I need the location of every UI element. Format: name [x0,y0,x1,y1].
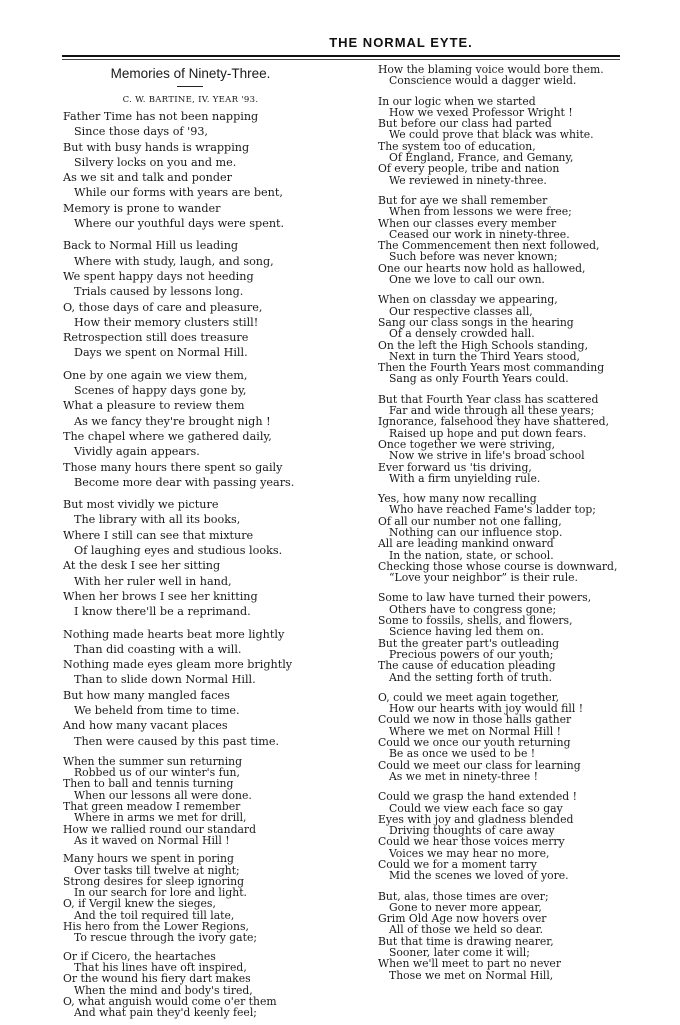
poem-line: Then to ball and tennis turning [63,777,234,791]
poem-line: Precious powers of our youth; [389,647,554,661]
poem-line: But the greater part's outleading [378,636,560,650]
poem-line: But with busy hands is wrapping [63,140,250,154]
poem-line: Could we now in those halls gather [378,713,572,727]
poem-line: How the blaming voice would bore them. [378,63,604,76]
poem-line: As we met in ninety-three ! [389,769,538,783]
poem-title: Memories of Ninety-Three. [110,66,271,81]
poem-line: Those many hours there spent so gaily [63,460,283,474]
poem-line: Since those days of '93, [74,125,208,139]
poem-line: Where I still can see that mixture [63,528,254,542]
poem-line: Vividly again appears. [74,445,200,459]
poem-line: Trials caused by lessons long. [74,285,244,299]
stanza [63,756,353,846]
poem-line: Conscience would a dagger wield. [389,74,577,88]
poem-line: O, could we meet again together, [378,690,560,704]
poem-line: Of all our number not one falling, [378,514,562,528]
poem-line: We beheld from time to time. [74,703,240,717]
poem-line: Or if Cicero, the heartaches [63,949,216,963]
poem-line: But most vividly we picture [63,498,219,512]
poem-line: Where with study, laugh, and song, [74,254,274,268]
page-header: THE NORMAL EYTE. [329,35,473,50]
poem-line: Many hours we spent in poring [63,852,234,866]
poem-line: That green meadow I remember [63,800,241,814]
poem-line: His hero from the Lower Regions, [63,920,249,934]
poem-line: Sang as only Fourth Years could. [389,372,569,386]
poem-line: Gone to never more appear, [389,900,542,914]
poem-line: In the nation, state, or school. [389,548,554,562]
poem-line: Where in arms we met for drill, [74,811,247,825]
poem-line: Back to Normal Hill us leading [63,239,239,253]
header-rule-thin [62,59,620,60]
stanza [378,394,668,484]
stanza [378,493,668,583]
poem-line: Than did coasting with a will. [74,642,242,656]
poem-line: When the mind and body's tired, [74,983,253,997]
stanza [378,791,668,881]
poem-line: Some to law have turned their powers, [378,591,592,605]
poem-line: What a pleasure to review them [63,399,245,413]
poem-line: Far and wide through all these years; [389,404,595,418]
poem-line: Grim Old Age now hovers over [378,912,547,926]
poem-line: With a firm unyielding rule. [389,471,541,485]
poem-line: And how many vacant places [63,719,228,733]
poem-line: On the left the High Schools standing, [378,338,588,352]
poem-line: Those we met on Normal Hill, [389,968,554,982]
poem-line: Or the wound his fiery dart makes [63,972,251,986]
poem-line: How our hearts with joy would fill ! [389,702,584,716]
poem-line: I know there'll be a reprimand. [74,605,251,619]
stanza [378,64,668,87]
poem-line: But, alas, those times are over; [378,889,549,903]
poem-line: Sooner, later come it will; [389,946,530,960]
stanza [378,96,668,186]
poem-line: When our classes every member [378,216,557,230]
poem-line: Our respective classes all, [389,304,533,318]
poem-line: Be as once we used to be ! [389,747,536,761]
stanza [63,497,353,619]
poem-line: When our lessons all were done. [74,788,252,802]
poem-line: Over tasks till twelve at night; [74,863,240,877]
poem-line: Nothing made hearts beat more lightly [63,627,285,641]
poem-line: Yes, how many now recalling [378,492,537,506]
poem-line: We could prove that black was white. [389,128,594,142]
poem-line: Could we hear those voices merry [378,835,565,849]
poem-line: That his lines have oft inspired, [74,960,247,974]
right-stanzas [378,64,668,981]
poem-line: Next in turn the Third Years stood, [389,349,580,363]
poem-line: One our hearts now hold as hallowed, [378,261,586,275]
poem-line: All of those we held so dear. [389,923,544,937]
poem-line: Who have reached Fame's ladder top; [389,503,596,517]
poem-line: Could we for a moment tarry [378,858,537,871]
poem-line: Sang our class songs in the hearing [378,315,574,329]
stanza [378,692,668,782]
poem-line: Now we strive in life's broad school [389,449,585,463]
poem-line: Than to slide down Normal Hill. [74,673,256,687]
poem-line: Checking those whose course is downward, [378,559,618,573]
poem-line: One by one again we view them, [63,368,248,382]
poem-line: Of England, France, and Gemany, [389,151,574,165]
poem-line: We reviewed in ninety-three. [389,173,547,187]
poem-line: With her ruler well in hand, [74,574,232,588]
poem-line: Father Time has not been napping [63,110,259,123]
poem-line: Retrospection still does treasure [63,331,249,345]
stanza [378,294,668,384]
poem-line: Of a densely crowded hall. [389,327,535,341]
poem-line: And the setting forth of truth. [389,670,553,684]
stanza [63,109,353,231]
poem-line: When the summer sun returning [63,754,243,768]
poem-line: But that time is drawing nearer, [378,934,554,948]
poem-line: But for aye we shall remember [378,193,548,207]
poem-line: Memory is prone to wander [63,201,221,215]
header-rule-thick [62,55,620,57]
stanza [63,238,353,360]
stanza [63,368,353,490]
poem-line: Robbed us of our winter's fun, [74,766,240,780]
poem-line: All are leading mankind onward [378,537,554,551]
poem-line: And the toil required till late, [74,908,235,922]
poem-line: “Love your neighbor” is their rule. [389,571,578,585]
poem-line: How their memory clusters still! [74,315,259,329]
poem-line: Voices we may hear no more, [389,846,550,860]
poem-line: O, what anguish would come o'er them [63,994,277,1008]
poem-line: Of laughing eyes and studious looks. [74,544,283,558]
poem-line: Once together we were striving, [378,437,556,451]
stanza [63,853,353,943]
poem-line: Ceased our work in ninety-three. [389,227,570,241]
poem-line: To rescue through the ivory gate; [74,931,257,945]
poem-line: Could we view each face so gay [389,801,563,815]
poem-line: But how many mangled faces [63,688,230,702]
poem-line: As it waved on Normal Hill ! [74,833,230,847]
stanza [378,891,668,981]
poem-line: But before our class had parted [378,117,552,131]
poem-line: Eyes with joy and gladness blended [378,812,574,826]
left-column [63,64,353,1025]
poem-line: When her brows I see her knitting [63,589,258,603]
poem-line: Could we once our youth returning [378,736,571,750]
poem-line: Such before was never known; [389,250,558,264]
poem-line: Could we grasp the hand extended ! [378,790,577,804]
poem-line: O, those days of care and pleasure, [63,300,263,314]
poem-line: When we'll meet to part no never [378,957,561,971]
poem-line: When on classday we appearing, [378,293,558,307]
poem-line: We spent happy days not heeding [63,269,254,283]
poem-line: In our search for lore and light. [74,886,247,900]
poem-line: Ever forward us 'tis driving, [378,460,532,474]
poem-line: Silvery locks on you and me. [74,155,237,169]
poem-line: Science having led them on. [389,625,544,639]
poem-line: Where we met on Normal Hill ! [389,724,561,738]
poem-line: Others have to congress gone; [389,602,557,616]
stanza [378,592,668,682]
poem-line: Where our youthful days were spent. [74,217,285,231]
poem-line: Raised up hope and put down fears. [389,426,587,440]
poem-line: How we vexed Professor Wright ! [389,105,573,119]
poem-line: O, if Vergil knew the sieges, [63,897,216,911]
poem-line: Some to fossils, shells, and flowers, [378,614,573,628]
poem-line: The system too of education, [378,139,536,153]
poem-line: How we rallied round our standard [63,822,256,836]
poem-line: Then the Fourth Years most commanding [378,361,605,375]
poem-line: Become more dear with passing years. [74,475,295,489]
poem-line: When from lessons we were free; [389,205,572,219]
poem-line: Of every people, tribe and nation [378,162,560,176]
poem-line: As we fancy they're brought nigh ! [74,414,271,428]
poem-line: Nothing can our influence stop. [389,525,563,539]
poem-line: Days we spent on Normal Hill. [74,346,248,360]
stanza [63,951,353,1019]
poem-line: Ignorance, falsehood they have shattered, [378,415,610,429]
poem-line: Strong desires for sleep ignoring [63,874,245,888]
right-column [378,64,668,990]
poem-line: One we love to call our own. [389,273,545,287]
poem-line: The library with all its books, [74,513,241,527]
poem-line: The Commencement then next followed, [378,239,600,253]
poem-line: Scenes of happy days gone by, [74,384,247,398]
poem-line: Could we meet our class for learning [378,758,581,772]
stanza [378,195,668,285]
poem-line: Driving thoughts of care away [389,824,555,838]
poem-line: But that Fourth Year class has scattered [378,392,599,406]
poem-line: Then were caused by this past time. [74,734,280,748]
poem-line: The cause of education pleading [378,659,556,673]
poem-line: Mid the scenes we loved of yore. [389,869,569,883]
poem-byline: C. W. BARTINE, IV. YEAR '93. [122,95,259,105]
poem-line: At the desk I see her sitting [63,559,221,573]
poem-line: The chapel where we gathered daily, [63,429,272,443]
left-stanzas [63,109,353,1018]
poem-line: In our logic when we started [378,94,536,108]
poem-line: Nothing made eyes gleam more brightly [63,658,293,672]
poem-line: As we sit and talk and ponder [63,171,232,185]
poem-line: And what pain they'd keenly feel; [74,1006,257,1020]
stanza [63,627,353,749]
title-divider [177,86,203,87]
poem-line: While our forms with years are bent, [74,186,283,200]
